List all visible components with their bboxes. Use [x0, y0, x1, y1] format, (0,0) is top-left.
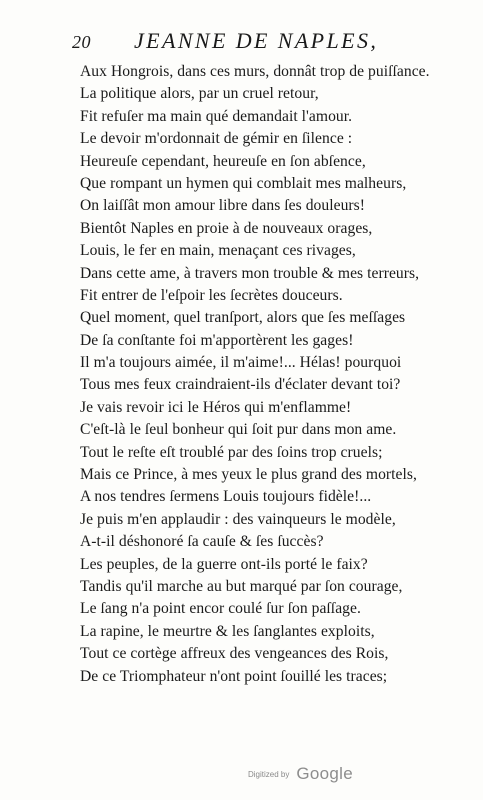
- digitized-by-label: Digitized by: [248, 769, 290, 779]
- verse-line: Le devoir m'ordonnait de gémir en ſilence :: [80, 130, 353, 148]
- verse-line: Je puis m'en applaudir : des vainqueurs le modèle,: [80, 510, 396, 528]
- verse-line: De ce Triomphateur n'ont point ſouillé les traces;: [80, 667, 388, 685]
- verse-line: Les peuples, de la guerre ont-ils porté le faix?: [80, 555, 368, 573]
- verse-line: Bientôt Naples en proie à de nouveaux orages,: [80, 219, 373, 237]
- verse-line: Le ſang n'a point encor coulé ſur ſon paſſage.: [80, 600, 361, 618]
- verse-line: Quel moment, quel tranſport, alors que ſes meſſages: [80, 309, 406, 327]
- verse-line: Aux Hongrois, dans ces murs, donnât trop de puiſſance.: [80, 63, 430, 80]
- verse-line: A nos tendres ſermens Louis toujours fidèle!...: [80, 488, 372, 506]
- verse-line: La rapine, le meurtre & les ſanglantes exploits,: [80, 622, 375, 640]
- verse-line: A-t-il déshonoré ſa cauſe & ſes ſuccès?: [80, 533, 324, 551]
- google-logo: Google: [296, 764, 353, 783]
- page-number: 20: [72, 32, 91, 52]
- verse-line: Je vais revoir ici le Héros qui m'enflamme!: [80, 398, 352, 416]
- verse-line: De ſa conſtante foi m'apportèrent les gages!: [80, 331, 354, 349]
- digitization-watermark: [248, 764, 353, 788]
- verse-line: Tout le reſte eſt troublé par des ſoins trop cruels;: [80, 443, 383, 461]
- verse-line: Il m'a toujours aimée, il m'aime!... Hélas! pourquoi: [80, 354, 402, 372]
- verse-line: Mais ce Prince, à mes yeux le plus grand des mortels,: [80, 466, 417, 484]
- verse-line: Heureuſe cependant, heureuſe en ſon abſence,: [80, 152, 366, 170]
- verse-line: Fit refuſer ma main qué demandait l'amour.: [80, 107, 353, 125]
- verse-line: Dans cette ame, à travers mon trouble & mes terreurs,: [80, 264, 420, 282]
- page-header: [72, 28, 412, 58]
- verse-line: Tandis qu'il marche au but marqué par ſon courage,: [80, 577, 403, 595]
- running-title: JEANNE DE NAPLES,: [134, 28, 379, 53]
- verse-block: [80, 61, 450, 688]
- verse-line: Tout ce cortège affreux des vengeances des Rois,: [80, 645, 389, 663]
- verse-line: Louis, le fer en main, menaçant ces rivages,: [80, 242, 356, 260]
- verse-line: Que rompant un hymen qui comblait mes malheurs,: [80, 174, 407, 192]
- verse-line: C'eſt-là le ſeul bonheur qui ſoit pur dans mon ame.: [80, 421, 397, 439]
- verse-line: On laiſſât mon amour libre dans ſes douleurs!: [80, 197, 366, 215]
- verse-line: Tous mes feux craindraient-ils d'éclater devant toi?: [80, 376, 401, 394]
- verse-line: Fit entrer de l'eſpoir les ſecrètes douceurs.: [80, 286, 343, 304]
- verse-line: La politique alors, par un cruel retour,: [80, 85, 319, 103]
